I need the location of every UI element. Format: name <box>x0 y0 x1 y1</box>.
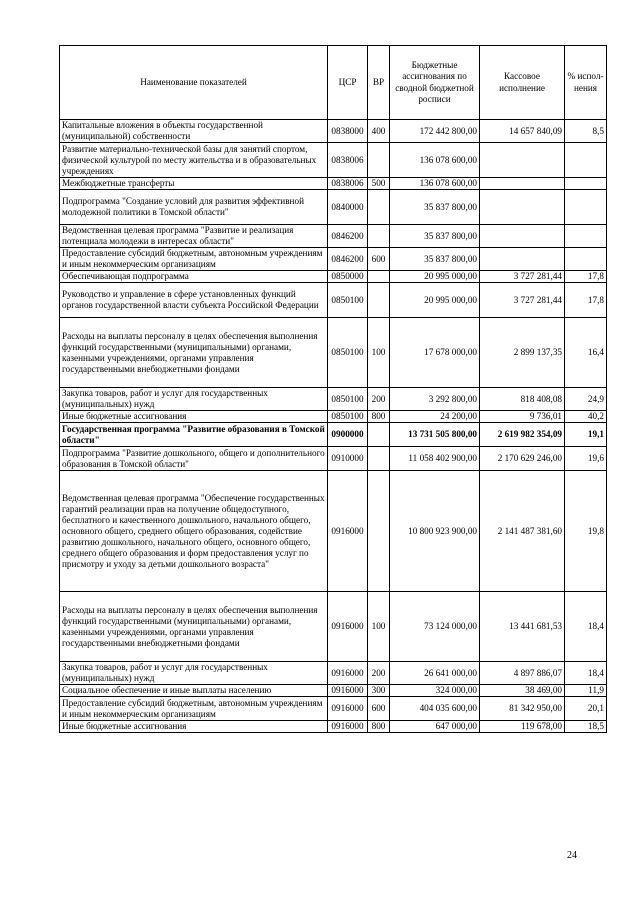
cell-budget: 20 995 000,00 <box>390 271 480 283</box>
cell-pct: 20,1 <box>565 697 607 721</box>
cell-budget: 73 124 000,00 <box>390 592 480 662</box>
cell-budget: 324 000,00 <box>390 685 480 697</box>
cell-pct <box>565 143 607 178</box>
cell-cash <box>480 225 565 248</box>
table-row <box>60 388 607 411</box>
cell-name: Предоставление субсидий бюджетным, автономным учреждениям и иным некоммерческим организациям <box>60 697 328 721</box>
table-row <box>60 721 607 733</box>
table-header-row <box>60 46 607 120</box>
cell-name: Подпрограмма "Создание условий для развития эффективной молодежной политики в Томской области" <box>60 190 328 225</box>
cell-cash: 2 899 137,35 <box>480 318 565 388</box>
cell-vr <box>368 423 390 447</box>
cell-cash: 14 657 840,09 <box>480 120 565 143</box>
cell-vr: 800 <box>368 411 390 423</box>
cell-cash: 3 727 281,44 <box>480 283 565 318</box>
cell-cash: 2 619 982 354,09 <box>480 423 565 447</box>
cell-vr <box>368 225 390 248</box>
cell-vr: 200 <box>368 388 390 411</box>
cell-csr: 0838006 <box>328 178 368 190</box>
table-row <box>60 697 607 721</box>
table-row <box>60 248 607 271</box>
cell-budget: 11 058 402 900,00 <box>390 447 480 471</box>
budget-table-container <box>59 45 606 733</box>
cell-name: Капитальные вложения в объекты государственной (муниципальной) собственности <box>60 120 328 143</box>
cell-name: Иные бюджетные ассигнования <box>60 721 328 733</box>
header-pct: % испол- нения <box>565 46 607 120</box>
cell-budget: 35 837 800,00 <box>390 190 480 225</box>
cell-cash: 3 727 281,44 <box>480 271 565 283</box>
cell-budget: 172 442 800,00 <box>390 120 480 143</box>
cell-cash <box>480 143 565 178</box>
table-row <box>60 318 607 388</box>
header-csr: ЦСР <box>328 46 368 120</box>
budget-execution-table <box>59 45 607 733</box>
cell-csr: 0850100 <box>328 318 368 388</box>
cell-vr: 300 <box>368 685 390 697</box>
cell-vr <box>368 190 390 225</box>
cell-vr: 500 <box>368 178 390 190</box>
table-row <box>60 423 607 447</box>
cell-budget: 13 731 505 800,00 <box>390 423 480 447</box>
cell-pct: 40,2 <box>565 411 607 423</box>
cell-csr: 0840000 <box>328 190 368 225</box>
cell-budget: 35 837 800,00 <box>390 248 480 271</box>
cell-budget: 404 035 600,00 <box>390 697 480 721</box>
cell-cash: 818 408,08 <box>480 388 565 411</box>
table-row <box>60 471 607 592</box>
table-row <box>60 143 607 178</box>
cell-vr: 100 <box>368 592 390 662</box>
cell-pct: 17,8 <box>565 283 607 318</box>
table-row <box>60 283 607 318</box>
cell-budget: 647 000,00 <box>390 721 480 733</box>
table-row <box>60 225 607 248</box>
cell-pct: 19,8 <box>565 471 607 592</box>
table-body <box>60 120 607 733</box>
cell-csr: 0850100 <box>328 283 368 318</box>
cell-name: Социальное обеспечение и иные выплаты населению <box>60 685 328 697</box>
cell-budget: 10 800 923 900,00 <box>390 471 480 592</box>
cell-vr: 600 <box>368 248 390 271</box>
page-number: 24 <box>567 850 577 861</box>
cell-budget: 17 678 000,00 <box>390 318 480 388</box>
cell-csr: 0916000 <box>328 697 368 721</box>
cell-cash: 9 736,01 <box>480 411 565 423</box>
cell-pct <box>565 248 607 271</box>
table-row <box>60 411 607 423</box>
cell-vr: 600 <box>368 697 390 721</box>
cell-pct <box>565 225 607 248</box>
cell-cash: 2 170 629 246,00 <box>480 447 565 471</box>
cell-budget: 35 837 800,00 <box>390 225 480 248</box>
cell-cash: 4 897 886,07 <box>480 662 565 685</box>
cell-name: Межбюджетные трансферты <box>60 178 328 190</box>
cell-pct: 17,8 <box>565 271 607 283</box>
cell-pct: 24,9 <box>565 388 607 411</box>
cell-budget: 26 641 000,00 <box>390 662 480 685</box>
table-row <box>60 271 607 283</box>
cell-pct <box>565 190 607 225</box>
table-row <box>60 592 607 662</box>
cell-cash: 38 469,00 <box>480 685 565 697</box>
cell-name: Обеспечивающая подпрограмма <box>60 271 328 283</box>
cell-csr: 0916000 <box>328 662 368 685</box>
cell-cash: 119 678,00 <box>480 721 565 733</box>
cell-csr: 0850000 <box>328 271 368 283</box>
cell-name: Ведомственная целевая программа "Развитие и реализация потенциала молодежи в интересах области" <box>60 225 328 248</box>
cell-vr: 400 <box>368 120 390 143</box>
cell-vr <box>368 283 390 318</box>
cell-budget: 20 995 000,00 <box>390 283 480 318</box>
cell-pct: 19,1 <box>565 423 607 447</box>
table-row <box>60 662 607 685</box>
header-cash: Кассовое исполнение <box>480 46 565 120</box>
table-row <box>60 190 607 225</box>
cell-csr: 0900000 <box>328 423 368 447</box>
cell-pct: 11,9 <box>565 685 607 697</box>
cell-budget: 3 292 800,00 <box>390 388 480 411</box>
cell-vr <box>368 447 390 471</box>
cell-cash <box>480 178 565 190</box>
cell-pct: 18,4 <box>565 662 607 685</box>
cell-name: Руководство и управление в сфере установленных функций органов государственной власти субъекта Российской Федерации <box>60 283 328 318</box>
cell-csr: 0916000 <box>328 592 368 662</box>
cell-vr <box>368 471 390 592</box>
cell-pct: 8,5 <box>565 120 607 143</box>
cell-csr: 0850100 <box>328 411 368 423</box>
cell-pct: 18,5 <box>565 721 607 733</box>
table-row <box>60 447 607 471</box>
cell-cash <box>480 248 565 271</box>
cell-name: Закупка товаров, работ и услуг для государственных (муниципальных) нужд <box>60 388 328 411</box>
cell-csr: 0846200 <box>328 225 368 248</box>
cell-name: Иные бюджетные ассигнования <box>60 411 328 423</box>
cell-csr: 0916000 <box>328 471 368 592</box>
cell-cash <box>480 190 565 225</box>
cell-vr: 100 <box>368 318 390 388</box>
cell-csr: 0850100 <box>328 388 368 411</box>
cell-pct: 16,4 <box>565 318 607 388</box>
cell-name: Ведомственная целевая программа "Обеспечение государственных гарантий реализации прав на получение общедоступного, бесплатного и качественного дошкольного, начального общего, основного общего, среднего общего образования, содействие развитию дошкольного, начального общего, основного общего, среднего общего образования и форм предоставления услуг по присмотру и уходу за детьми дошкольного возраста" <box>60 471 328 592</box>
table-row <box>60 685 607 697</box>
cell-name: Предоставление субсидий бюджетным, автономным учреждениям и иным некоммерческим организациям <box>60 248 328 271</box>
cell-pct <box>565 178 607 190</box>
cell-name: Подпрограмма "Развитие дошкольного, общего и дополнительного образования в Томской области" <box>60 447 328 471</box>
cell-csr: 0916000 <box>328 721 368 733</box>
cell-name: Развитие материально-технической базы для занятий спортом, физической культурой по месту жительства и в образовательных учреждениях <box>60 143 328 178</box>
cell-vr: 200 <box>368 662 390 685</box>
cell-budget: 24 200,00 <box>390 411 480 423</box>
cell-name: Закупка товаров, работ и услуг для государственных (муниципальных) нужд <box>60 662 328 685</box>
table-row <box>60 178 607 190</box>
cell-vr: 800 <box>368 721 390 733</box>
cell-name: Государственная программа "Развитие образования в Томской области" <box>60 423 328 447</box>
header-name: Наименование показателей <box>60 46 328 120</box>
cell-csr: 0838000 <box>328 120 368 143</box>
cell-name: Расходы на выплаты персоналу в целях обеспечения выполнения функций государственными (муниципальными) органами, казенными учреждениями, органами управления государственными внебюджетными фондами <box>60 592 328 662</box>
cell-csr: 0846200 <box>328 248 368 271</box>
cell-cash: 81 342 950,00 <box>480 697 565 721</box>
cell-pct: 18,4 <box>565 592 607 662</box>
cell-vr <box>368 143 390 178</box>
cell-budget: 136 078 600,00 <box>390 143 480 178</box>
cell-csr: 0910000 <box>328 447 368 471</box>
cell-csr: 0838006 <box>328 143 368 178</box>
header-budget: Бюджетные ассигнования по сводной бюджетной росписи <box>390 46 480 120</box>
cell-cash: 2 141 487 381,60 <box>480 471 565 592</box>
cell-csr: 0916000 <box>328 685 368 697</box>
cell-vr <box>368 271 390 283</box>
cell-budget: 136 078 600,00 <box>390 178 480 190</box>
cell-cash: 13 441 681,53 <box>480 592 565 662</box>
header-vr: ВР <box>368 46 390 120</box>
cell-name: Расходы на выплаты персоналу в целях обеспечения выполнения функций государственными (муниципальными) органами, казенными учреждениями, органами управления государственными внебюджетными фондами <box>60 318 328 388</box>
cell-pct: 19,6 <box>565 447 607 471</box>
table-row <box>60 120 607 143</box>
